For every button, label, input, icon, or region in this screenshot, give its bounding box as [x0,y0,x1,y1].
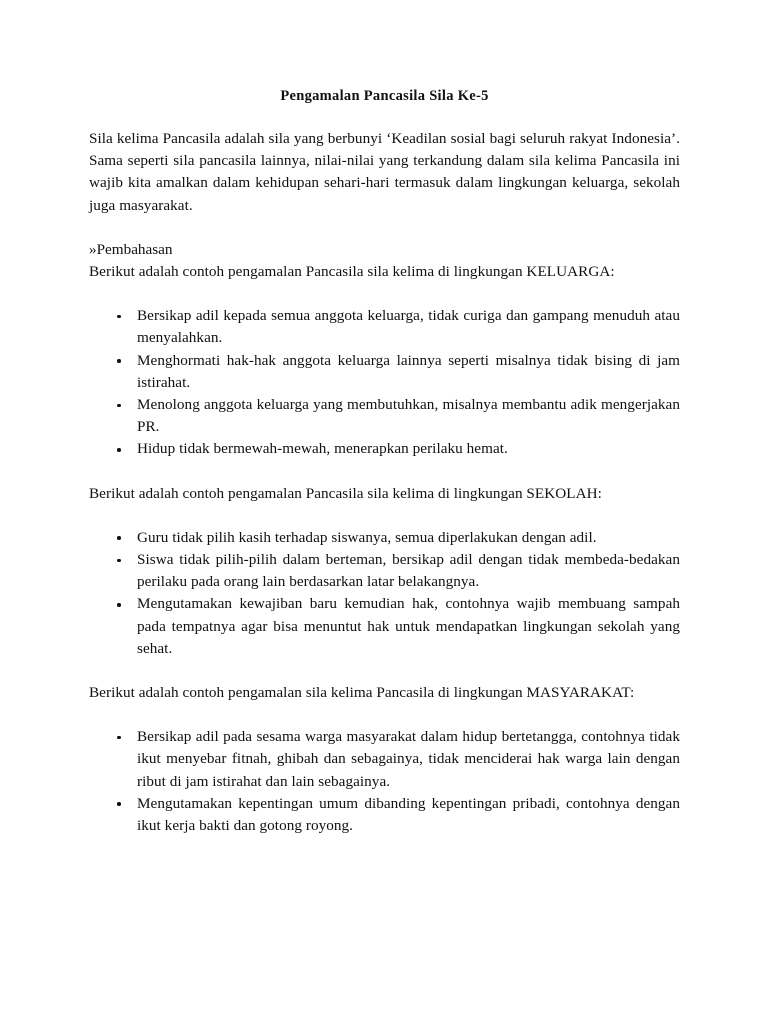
spacer [89,660,680,682]
bullet-list-keluarga [89,305,680,460]
bullet-list-masyarakat [89,726,680,837]
page-title: Pengamalan Pancasila Sila Ke-5 [280,88,489,104]
list-item: Menolong anggota keluarga yang membutuhkan, misalnya membantu adik mengerjakan PR. [89,394,680,438]
bullet-list-sekolah [89,527,680,660]
spacer [89,217,680,239]
document-body [89,86,680,837]
list-item: Bersikap adil pada sesama warga masyarakat dalam hidup bertetangga, contohnya tidak ikut menyebar fitnah, ghibah dan sebagainya, tidak menciderai hak warga lain dengan ribut di jam istirahat dan lain sebagainya. [89,726,680,793]
section-lead-masyarakat: Berikut adalah contoh pengamalan sila kelima Pancasila di lingkungan MASYARAKAT: [89,684,635,702]
list-item: Hidup tidak bermewah-mewah, menerapkan perilaku hemat. [89,438,680,460]
spacer [89,704,680,726]
list-item: Menghormati hak-hak anggota keluarga lainnya seperti misalnya tidak bising di jam istirahat. [89,350,680,394]
list-item: Guru tidak pilih kasih terhadap siswanya, semua diperlakukan dengan adil. [89,527,680,549]
spacer [89,461,680,483]
spacer [89,283,680,305]
list-item: Siswa tidak pilih-pilih dalam berteman, bersikap adil dengan tidak membeda-bedakan perilaku pada orang lain berdasarkan latar belakangnya. [89,549,680,593]
intro-paragraph: Sila kelima Pancasila adalah sila yang berbunyi ‘Keadilan sosial bagi seluruh rakyat Indonesia’. Sama seperti sila pancasila lainnya, nilai-nilai yang terkandung dalam sila kelima Pancasila ini wajib kita amalkan dalam kehidupan sehari-hari termasuk dalam lingkungan keluarga, sekolah juga masyarakat. [89,130,680,214]
discussion-marker: »Pembahasan [89,240,173,258]
list-item: Mengutamakan kewajiban baru kemudian hak, contohnya wajib membuang sampah pada tempatnya agar bisa menuntut hak untuk mendapatkan lingkungan sekolah yang sehat. [89,593,680,660]
list-item: Mengutamakan kepentingan umum dibanding kepentingan pribadi, contohnya dengan ikut kerja bakti dan gotong royong. [89,793,680,837]
section-lead-sekolah: Berikut adalah contoh pengamalan Pancasila sila kelima di lingkungan SEKOLAH: [89,484,602,502]
section-lead-keluarga: Berikut adalah contoh pengamalan Pancasila sila kelima di lingkungan KELUARGA: [89,263,615,281]
spacer [89,505,680,527]
list-item: Bersikap adil kepada semua anggota keluarga, tidak curiga dan gampang menuduh atau menyalahkan. [89,305,680,349]
